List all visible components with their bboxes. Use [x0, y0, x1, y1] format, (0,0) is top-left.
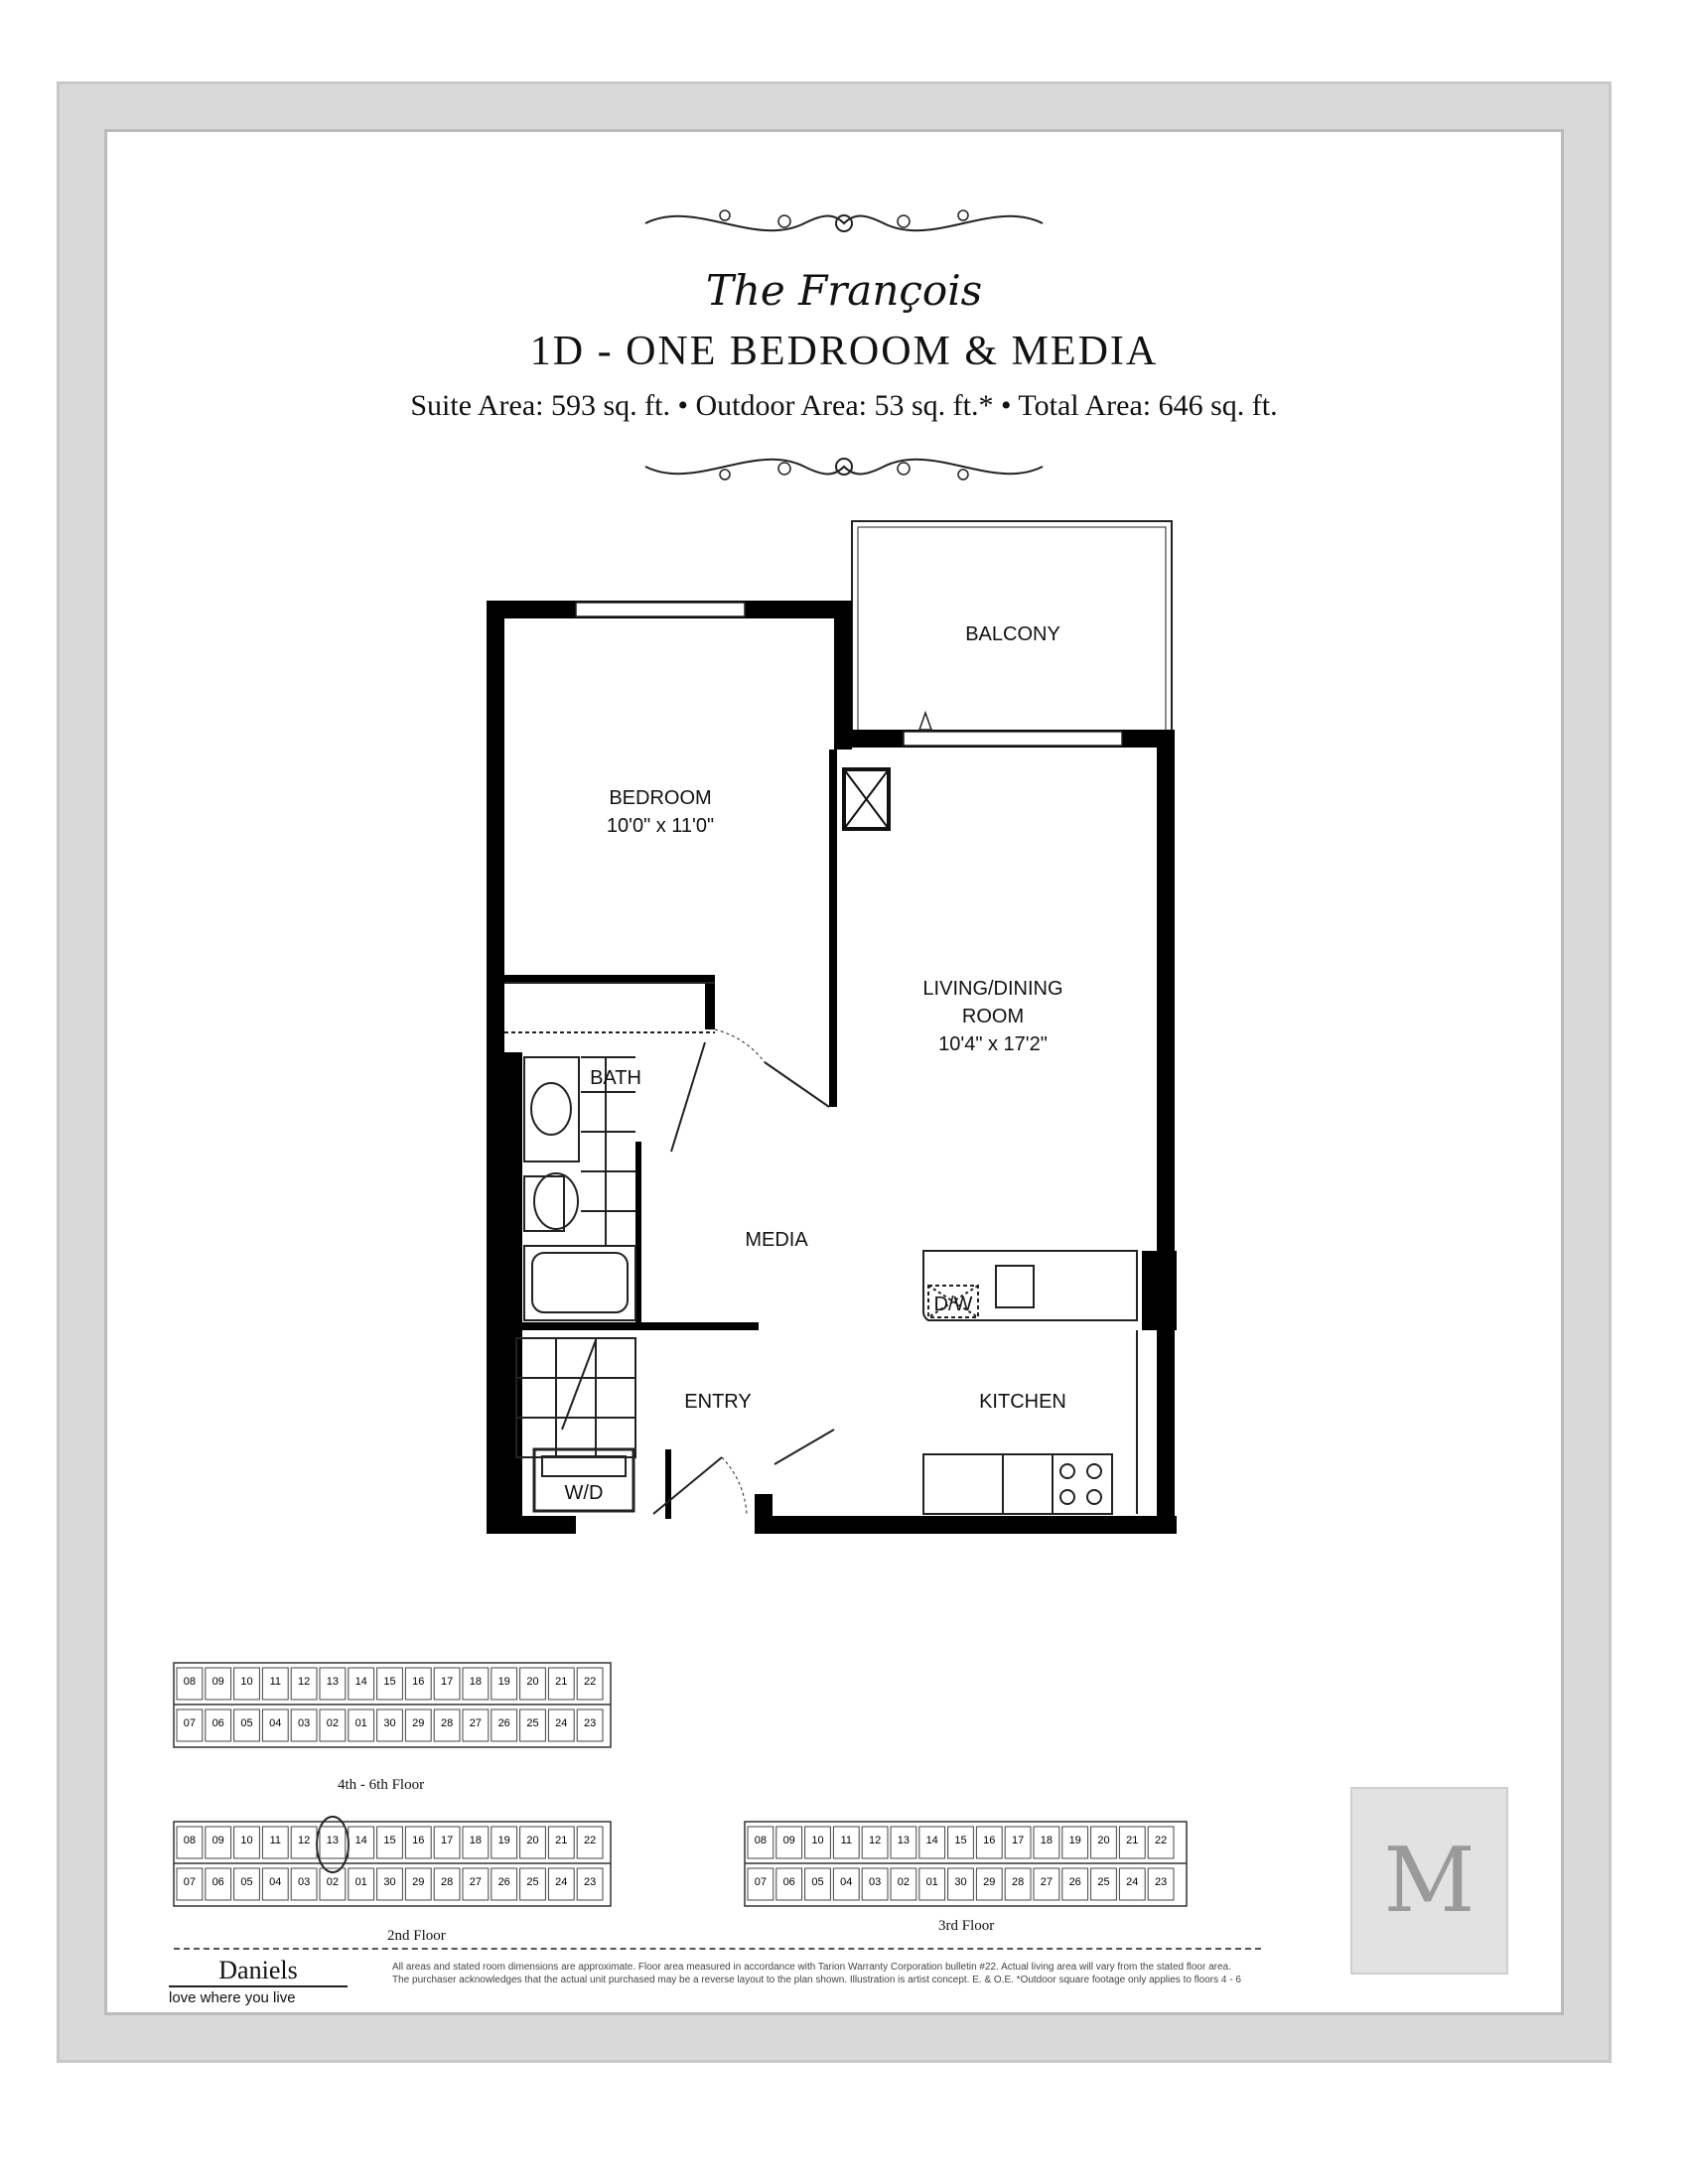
label-dw: D/W: [933, 1294, 973, 1315]
keyplan-unit-number: 25: [1097, 1876, 1110, 1888]
keyplan-unit-number: 03: [297, 1717, 311, 1729]
brand-tagline: love where you live: [169, 1985, 348, 2006]
keyplan-unit-number: 21: [555, 1835, 568, 1846]
keyplan-unit-number: 03: [868, 1876, 882, 1888]
keyplan-unit-number: 26: [497, 1717, 510, 1729]
floor-plan: [477, 516, 1192, 1549]
keyplan-unit-number: 24: [1126, 1876, 1139, 1888]
keyplan-unit-number: 13: [326, 1676, 340, 1688]
keyplan-unit-number: 05: [240, 1876, 253, 1888]
keyplan-unit-number: 30: [383, 1876, 396, 1888]
keyplan-unit-number: 06: [782, 1876, 795, 1888]
keyplan-unit-number: 29: [412, 1876, 425, 1888]
keyplan-unit-number: 30: [954, 1876, 967, 1888]
keyplan-unit-number: 17: [1011, 1835, 1025, 1846]
keyplan-unit-number: 08: [754, 1835, 768, 1846]
keyplan-unit-number: 30: [383, 1717, 396, 1729]
keyplan-unit-number: 14: [925, 1835, 938, 1846]
keyplan-unit-number: 26: [1068, 1876, 1081, 1888]
keyplan-floors-4-6: [169, 1628, 635, 1777]
keyplan-unit-number: 21: [555, 1676, 568, 1688]
keyplan-unit-number: 11: [269, 1676, 282, 1688]
keyplan-unit-number: 09: [782, 1835, 795, 1846]
keyplan-unit-number: 23: [583, 1876, 597, 1888]
keyplan-unit-number: 12: [868, 1835, 882, 1846]
keyplan-floor-2: [169, 1787, 645, 1936]
keyplan-unit-number: 21: [1126, 1835, 1139, 1846]
keyplan-unit-number: 02: [897, 1876, 911, 1888]
keyplan-unit-number: 20: [526, 1676, 539, 1688]
keyplan-unit-number: 17: [440, 1835, 454, 1846]
keyplan-unit-number: 11: [269, 1835, 282, 1846]
keyplan-unit-number: 15: [954, 1835, 967, 1846]
keyplan-unit-number: 19: [497, 1835, 510, 1846]
keyplan-unit-number: 24: [555, 1717, 568, 1729]
duct-shaft: [844, 769, 889, 829]
keyplan-unit-number: 27: [469, 1876, 483, 1888]
keyplan-unit-number: 22: [583, 1676, 597, 1688]
keyplan-unit-number: 12: [297, 1676, 311, 1688]
keyplan-unit-number: 27: [1040, 1876, 1054, 1888]
keyplan-unit-number: 19: [497, 1676, 510, 1688]
label-bedroom: BEDROOM: [609, 787, 712, 809]
keyplan-unit-number: 06: [211, 1876, 224, 1888]
keyplan-unit-number: 07: [754, 1876, 768, 1888]
keyplan-unit-number: 13: [326, 1835, 340, 1846]
keyplan-unit-number: 28: [440, 1876, 454, 1888]
keyplan-unit-number: 01: [354, 1717, 367, 1729]
keyplan-unit-number: 11: [840, 1835, 853, 1846]
area-summary: Suite Area: 593 sq. ft. • Outdoor Area: 53 sq. ft.* • Total Area: 646 sq. ft.: [410, 389, 1278, 422]
keyplan-unit-number: 22: [1154, 1835, 1168, 1846]
keyplan-unit-number: 02: [326, 1717, 340, 1729]
keyplan-unit-number: 18: [1040, 1835, 1054, 1846]
label-bath: BATH: [590, 1067, 641, 1089]
label-balcony: BALCONY: [965, 623, 1060, 645]
keyplan-unit-number: 08: [183, 1835, 197, 1846]
keyplan-unit-number: 10: [240, 1835, 253, 1846]
keyplan-unit-number: 19: [1068, 1835, 1081, 1846]
keyplan-unit-number: 08: [183, 1676, 197, 1688]
bottom-flourish-ornament: [635, 437, 1053, 496]
keyplan-unit-number: 15: [383, 1676, 396, 1688]
keyplan-unit-number: 26: [497, 1876, 510, 1888]
keyplan-unit-number: 29: [983, 1876, 996, 1888]
keyplan-unit-number: 22: [583, 1835, 597, 1846]
keyplan-unit-number: 28: [440, 1717, 454, 1729]
keyplan-unit-number: 02: [326, 1876, 340, 1888]
keyplan-label-2: 2nd Floor: [387, 1928, 446, 1944]
keyplan-unit-number: 14: [354, 1676, 367, 1688]
label-living-dims: 10'4" x 17'2": [938, 1033, 1048, 1055]
keyplan-floor-3: [740, 1787, 1216, 1936]
keyplan-unit-number: 12: [297, 1835, 311, 1846]
kitchen-fixtures: [923, 1251, 1137, 1514]
keyplan-unit-number: 07: [183, 1717, 197, 1729]
keyplan-unit-number: 06: [211, 1717, 224, 1729]
label-entry: ENTRY: [684, 1391, 752, 1413]
keyplan-label-4-6: 4th - 6th Floor: [338, 1777, 425, 1793]
label-living-dining: LIVING/DINING: [922, 978, 1063, 1000]
keyplan-unit-number: 03: [297, 1876, 311, 1888]
keyplan-unit-number: 07: [183, 1876, 197, 1888]
keyplan-unit-number: 01: [354, 1876, 367, 1888]
logo-letter: M: [1383, 1829, 1476, 1933]
disclaimer-text: All areas and stated room dimensions are approximate. Floor area measured in accordance with Tarion Warranty Corporation bulletin #22. Actual living area will vary from the stated floor area. The purchaser acknowledges that the actual unit purchased may be a reverse layout to the plan shown. Illustration is artist concept. E. & O.E. *Outdoor square footage only applies to floors 4 - 6: [392, 1962, 1241, 1985]
model-name: The François: [705, 266, 983, 315]
keyplan-unit-number: 23: [1154, 1876, 1168, 1888]
keyplan-unit-number: 04: [269, 1717, 282, 1729]
unit-title: 1D - ONE BEDROOM & MEDIA: [529, 329, 1159, 374]
daniels-logo: [169, 1956, 348, 2006]
keyplan-unit-number: 05: [240, 1717, 253, 1729]
keyplan-unit-number: 10: [240, 1676, 253, 1688]
m-monogram-logo: [1350, 1787, 1508, 1975]
label-bedroom-dims: 10'0" x 11'0": [606, 815, 715, 837]
keyplan-unit-number: 16: [412, 1835, 425, 1846]
keyplan-unit-number: 17: [440, 1676, 454, 1688]
keyplan-unit-number: 04: [840, 1876, 853, 1888]
keyplan-unit-number: 04: [269, 1876, 282, 1888]
keyplan-unit-number: 16: [412, 1676, 425, 1688]
label-kitchen: KITCHEN: [979, 1391, 1066, 1413]
bathroom-fixtures: [524, 1057, 635, 1320]
label-wd: W/D: [564, 1482, 604, 1504]
keyplan-unit-number: 20: [526, 1835, 539, 1846]
keyplan-unit-number: 18: [469, 1676, 483, 1688]
keyplan-unit-number: 10: [811, 1835, 824, 1846]
label-living-room: ROOM: [961, 1006, 1025, 1027]
keyplan-label-3: 3rd Floor: [938, 1918, 995, 1934]
keyplan-unit-number: 15: [383, 1835, 396, 1846]
keyplan-unit-number: 25: [526, 1876, 539, 1888]
keyplan-unit-number: 01: [925, 1876, 938, 1888]
keyplan-unit-number: 18: [469, 1835, 483, 1846]
keyplan-unit-number: 28: [1011, 1876, 1025, 1888]
keyplan-unit-number: 09: [211, 1676, 224, 1688]
keyplan-unit-number: 09: [211, 1835, 224, 1846]
keyplan-unit-number: 25: [526, 1717, 539, 1729]
keyplan-unit-number: 23: [583, 1717, 597, 1729]
keyplan-unit-number: 16: [983, 1835, 996, 1846]
footer-divider: [174, 1948, 1261, 1950]
top-flourish-ornament: [635, 194, 1053, 253]
label-media: MEDIA: [745, 1229, 808, 1251]
keyplan-unit-number: 05: [811, 1876, 824, 1888]
brand-name: Daniels: [218, 1956, 298, 1984]
keyplan-unit-number: 29: [412, 1717, 425, 1729]
keyplan-unit-number: 24: [555, 1876, 568, 1888]
keyplan-unit-number: 13: [897, 1835, 911, 1846]
keyplan-unit-number: 27: [469, 1717, 483, 1729]
keyplan-unit-number: 20: [1097, 1835, 1110, 1846]
keyplan-unit-number: 14: [354, 1835, 367, 1846]
